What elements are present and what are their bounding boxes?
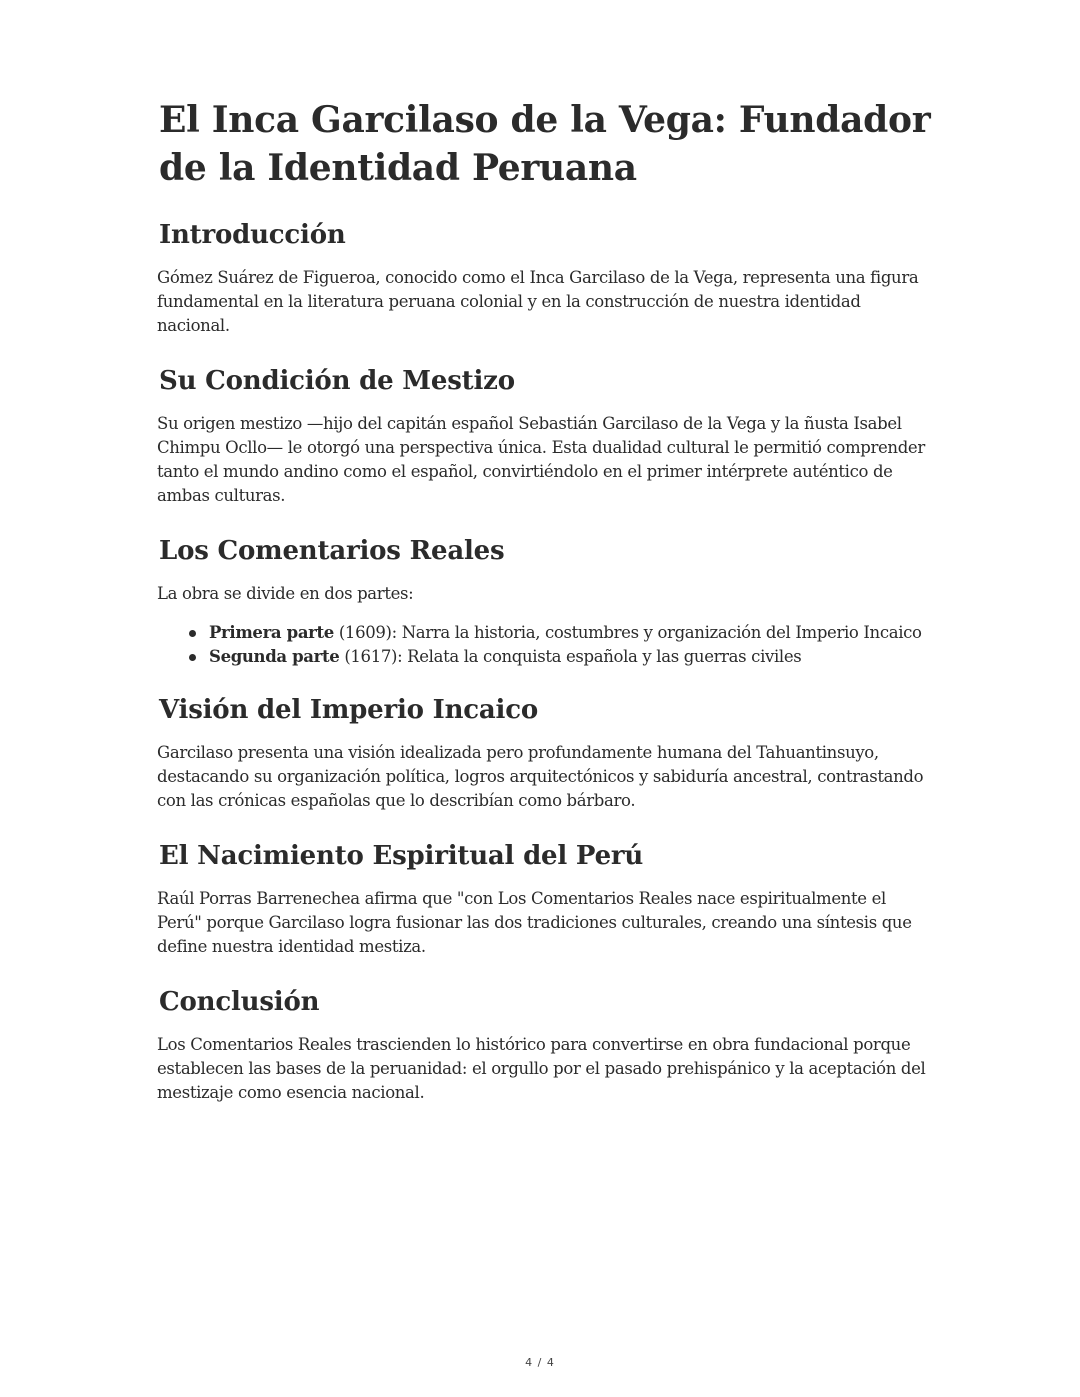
section-paragraph: Los Comentarios Reales trascienden lo histórico para convertirse en obra fundacional porque establecen las bases de la peruanidad: el orgullo por el pasado prehispánico y la aceptación del mestizaje como esencia nacional.	[157, 1035, 926, 1102]
section-heading: Introducción	[159, 220, 346, 250]
document-title: El Inca Garcilaso de la Vega: Fundador de la Identidad Peruana	[159, 99, 931, 189]
section-paragraph: Raúl Porras Barrenechea afirma que "con Los Comentarios Reales nace espiritualmente el Perú" porque Garcilaso logra fusionar las dos tradiciones culturales, creando una síntesis que define nuestra identidad mestiza.	[157, 889, 912, 956]
bullet-icon	[189, 654, 196, 661]
section-paragraph: Gómez Suárez de Figueroa, conocido como el Inca Garcilaso de la Vega, representa una figura fundamental en la literatura peruana colonial y en la construcción de nuestra identidad nacional.	[157, 268, 919, 335]
section-conclusion	[157, 985, 932, 1105]
section-heading: Visión del Imperio Incaico	[159, 695, 539, 725]
section-paragraph: Garcilaso presenta una visión idealizada pero profundamente humana del Tahuantinsuyo, destacando su organización política, logros arquitectónicos y sabiduría ancestral, contrastando con las crónicas españolas que lo describían como bárbaro.	[157, 743, 924, 810]
page-number: 4 / 4	[525, 1356, 555, 1369]
section-comentarios-reales	[157, 534, 932, 669]
list-item-label: Primera parte	[209, 623, 334, 642]
list-item-text: (1609): Narra la historia, costumbres y organización del Imperio Incaico	[333, 623, 922, 642]
section-condicion-mestizo	[157, 364, 932, 508]
document-page	[157, 96, 932, 1131]
section-heading: Su Condición de Mestizo	[159, 366, 515, 396]
section-paragraph: La obra se divide en dos partes:	[157, 584, 414, 603]
section-vision-imperio	[157, 693, 932, 813]
section-nacimiento-espiritual	[157, 839, 932, 959]
section-heading: Los Comentarios Reales	[159, 536, 505, 566]
section-heading: Conclusión	[159, 987, 320, 1017]
bullet-icon	[189, 630, 196, 637]
parts-list	[157, 621, 932, 669]
list-item-text: (1617): Relata la conquista española y las guerras civiles	[339, 647, 802, 666]
section-paragraph: Su origen mestizo —hijo del capitán español Sebastián Garcilaso de la Vega y la ñusta Isabel Chimpu Ocllo— le otorgó una perspectiva única. Esta dualidad cultural le permitió comprender tanto el mundo andino como el español, convirtiéndolo en el primer intérprete auténtico de ambas culturas.	[157, 414, 925, 505]
list-item-label: Segunda parte	[209, 647, 340, 666]
list-item	[209, 621, 932, 645]
section-heading: El Nacimiento Espiritual del Perú	[159, 841, 644, 871]
list-item	[209, 645, 932, 669]
section-introduccion	[157, 218, 932, 338]
